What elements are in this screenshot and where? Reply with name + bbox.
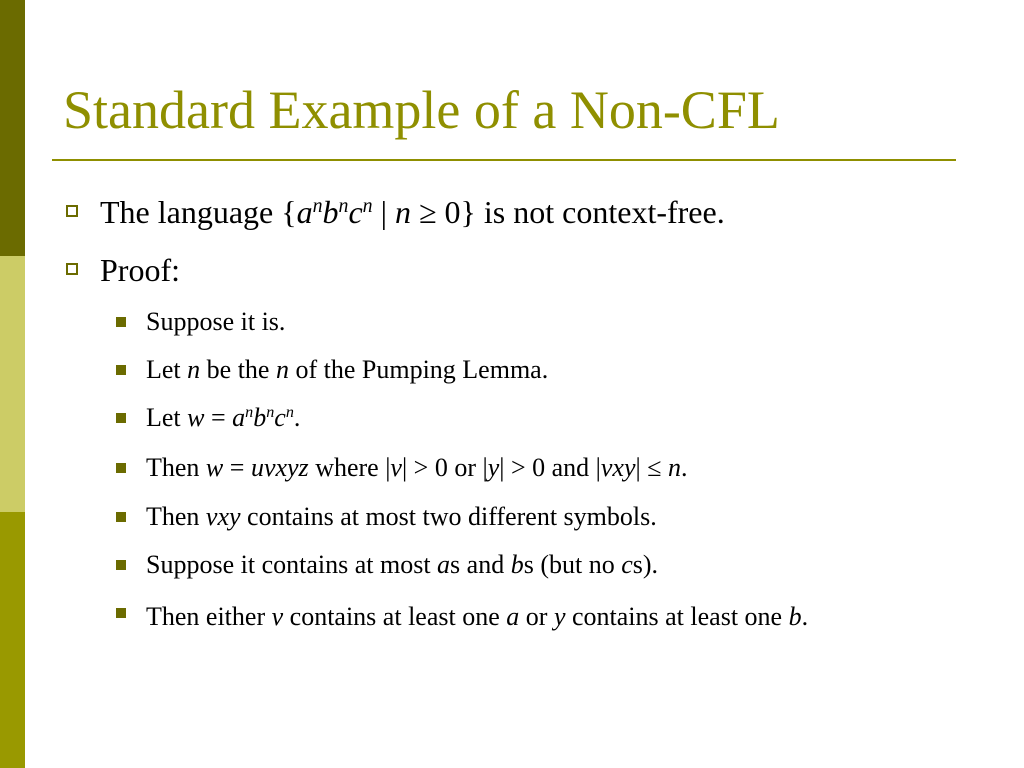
bullet-text-segment: = — [204, 403, 233, 432]
bullet-text-segment: = — [223, 453, 251, 482]
bullet-text-segment: a — [506, 602, 520, 631]
bullet-text-segment: c — [348, 194, 363, 230]
bullet-item — [100, 251, 180, 289]
bullet-text-segment: n — [667, 453, 681, 482]
bullet-text-segment: . — [293, 403, 301, 432]
bullet-text-segment: be the — [200, 355, 276, 384]
bullet-text-segment: of the Pumping Lemma. — [288, 355, 549, 384]
filled-square-icon — [116, 463, 126, 473]
slide-title: Standard Example of a Non-CFL — [63, 80, 780, 140]
bullet-text-segment: w — [205, 453, 224, 482]
filled-square-icon — [116, 512, 126, 522]
bullet-item — [146, 402, 300, 434]
bullet-text-segment: b — [510, 550, 524, 579]
bullet-text-segment: Let — [146, 355, 188, 384]
bullet-text-segment: n — [394, 194, 411, 230]
bullet-item — [146, 501, 657, 533]
hollow-square-icon — [66, 263, 78, 275]
bullet-text-segment: . — [680, 453, 688, 482]
bullet-text-segment: b — [253, 403, 267, 432]
bullet-text-segment: | ≤ — [635, 453, 668, 482]
bullet-text-segment: n — [362, 195, 373, 218]
filled-square-icon — [116, 317, 126, 327]
bullet-text-segment: n — [266, 404, 275, 422]
bullet-text-segment: Suppose it is. — [146, 307, 286, 336]
filled-square-icon — [116, 365, 126, 375]
filled-square-icon — [116, 413, 126, 423]
bullet-text-segment: | > 0 and | — [499, 453, 601, 482]
bullet-text-segment: | — [372, 194, 395, 230]
bullet-text-segment: . — [801, 602, 809, 631]
bullet-item — [146, 354, 548, 386]
bullet-text-segment: contains at most two different symbols. — [240, 502, 657, 531]
bullet-item — [100, 193, 725, 231]
bullet-text-segment: w — [187, 403, 205, 432]
hollow-square-icon — [66, 205, 78, 217]
bullet-text-segment: c — [274, 403, 286, 432]
bullet-text-segment: Suppose it contains at most — [146, 550, 438, 579]
bullet-text-segment: | > 0 or | — [401, 453, 488, 482]
bullet-text-segment: s (but no — [523, 550, 622, 579]
bullet-text-segment: Then either — [146, 602, 272, 631]
bullet-text-segment: contains at least one — [283, 602, 507, 631]
bullet-text-segment: c — [621, 550, 633, 579]
filled-square-icon — [116, 608, 126, 618]
bullet-text-segment: n — [245, 404, 254, 422]
bullet-text-segment: v — [390, 453, 402, 482]
bullet-text-segment: n — [187, 355, 201, 384]
bullet-text-segment: s and — [450, 550, 511, 579]
bullet-text-segment: n — [285, 404, 294, 422]
bullet-text-segment: or — [519, 602, 554, 631]
bullet-text-segment: vxy — [600, 453, 636, 482]
bullet-text-segment: ≥ 0} is not context-free. — [410, 194, 725, 230]
bullet-text-segment: b — [322, 194, 339, 230]
bullet-text-segment: uvxyz — [250, 453, 309, 482]
bullet-text-segment: The language { — [100, 194, 297, 230]
bullet-text-segment: vxy — [205, 502, 241, 531]
bullet-text-segment: v — [271, 602, 284, 631]
bullet-text-segment: y — [553, 602, 566, 631]
bullet-text-segment: Then — [146, 453, 206, 482]
bullet-item — [146, 549, 658, 581]
bullet-text-segment: Then — [146, 502, 206, 531]
bullet-text-segment: a — [296, 194, 313, 230]
bullet-text-segment: Proof: — [100, 252, 180, 288]
bullet-text-segment: a — [232, 403, 246, 432]
bullet-text-segment: n — [312, 195, 323, 218]
bullet-text-segment: contains at least one — [565, 602, 789, 631]
bullet-text-segment: a — [437, 550, 451, 579]
bullet-text-segment: n — [338, 195, 349, 218]
bullet-text-segment: b — [788, 602, 802, 631]
filled-square-icon — [116, 560, 126, 570]
bullet-text-segment: y — [487, 453, 500, 482]
bullet-item — [146, 452, 687, 484]
bullet-item — [146, 597, 936, 637]
bullet-text-segment: n — [275, 355, 289, 384]
bullet-text-segment: Let — [146, 403, 188, 432]
bullet-item — [146, 306, 285, 338]
bullet-text-segment: where | — [308, 453, 391, 482]
bullet-text-segment: s). — [632, 550, 659, 579]
